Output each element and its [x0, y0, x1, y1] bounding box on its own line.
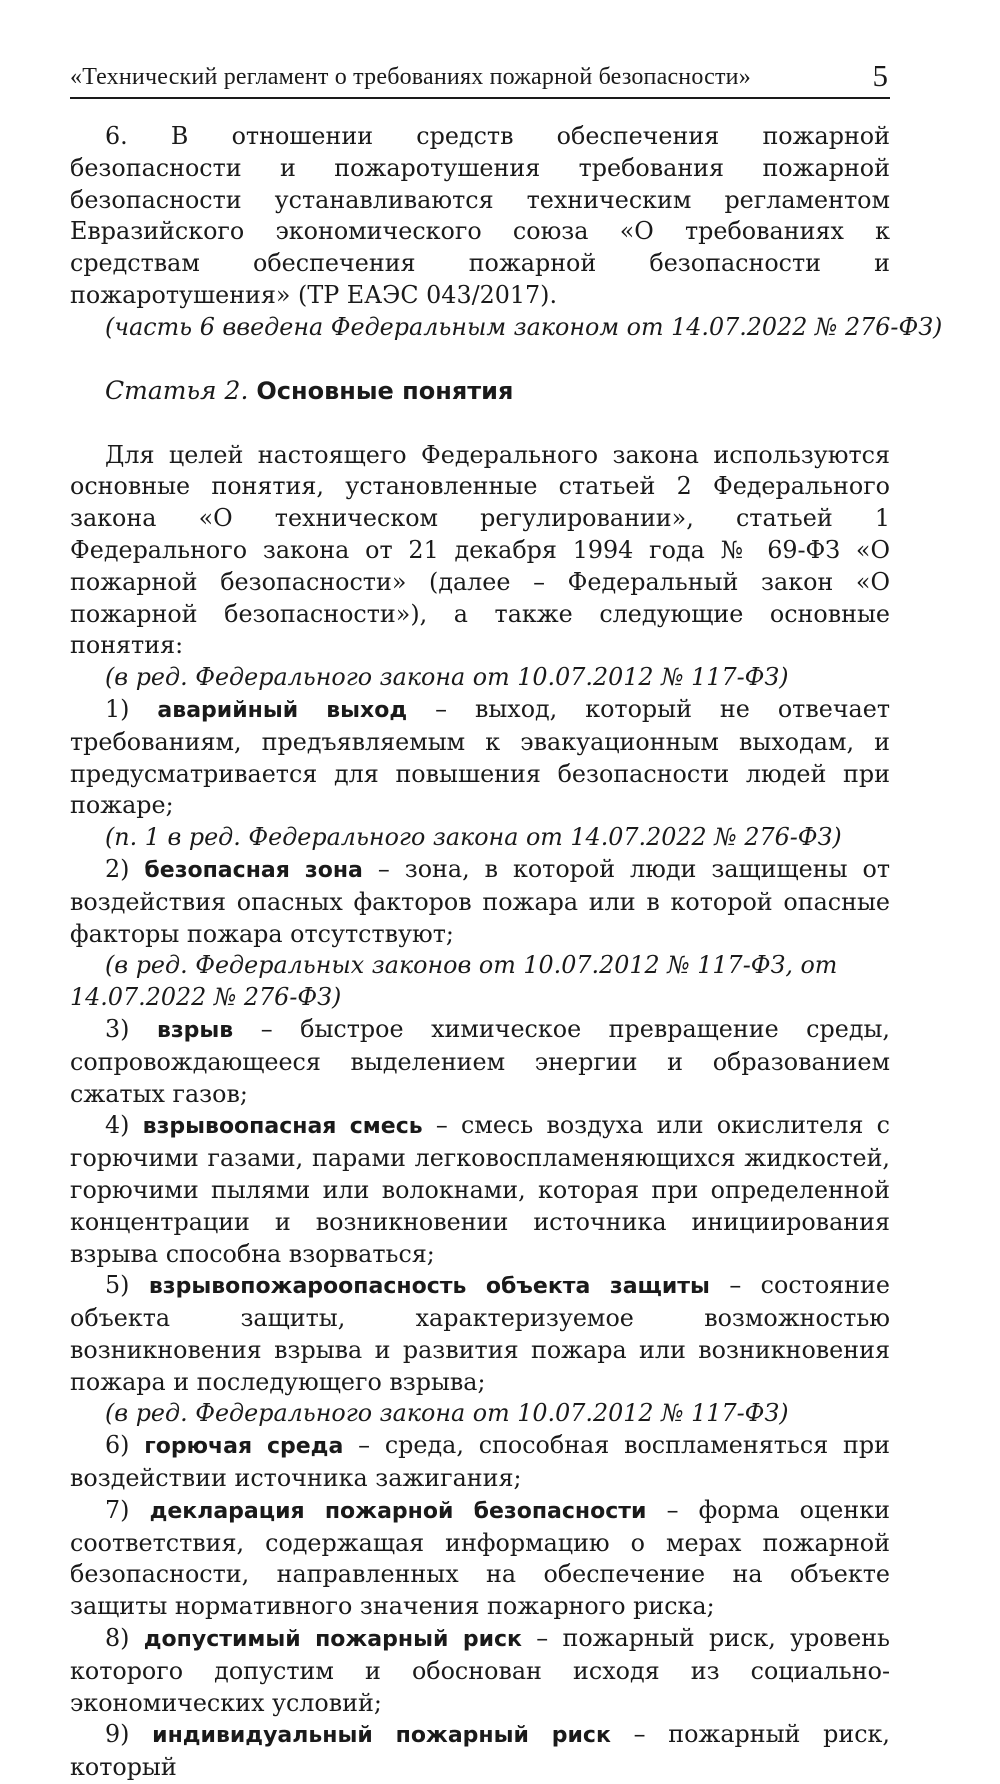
definition-text: – форма оценки соответствия, содержащая информацию о мерах пожарной безопасности, направленных на обеспечение на объекте защиты нормативного значения пожарного риска;: [70, 1495, 890, 1621]
definition-item: [70, 854, 890, 950]
definition-text: – смесь воздуха или окислителя с горючими газами, парами легковоспламеняющихся жидкостей, горючими пылями или волокнами, которая при определенной концентрации и возникновении источника инициирования взрыва способна взорваться;: [70, 1111, 890, 1268]
definition-text: – среда, способная воспламеняться при воздействии источника зажигания;: [70, 1431, 890, 1493]
amendment-note: (в ред. Федерального закона от 10.07.2012 № 117-ФЗ): [105, 663, 789, 692]
amendment-note: (п. 1 в ред. Федерального закона от 14.07.2022 № 276-ФЗ): [105, 823, 842, 852]
article-label: Статья 2.: [105, 375, 249, 405]
definition-number: 7): [105, 1495, 130, 1524]
definition-text: – выход, который не отвечает требованиям, предъявляемым к эвакуационным выходам, и предусматривается для повышения безопасности людей при пожаре;: [70, 694, 890, 820]
definition-number: 8): [105, 1624, 130, 1653]
definition-text: – состояние объекта защиты, характеризуемое возможностью возникновения взрыва и развития пожара или возникновения пожара и последующего взрыва;: [70, 1271, 890, 1396]
definition-number: 1): [105, 694, 130, 723]
definition-item: [70, 694, 890, 822]
amendment-note: (часть 6 введена Федеральным законом от 14.07.2022 № 276-ФЗ): [105, 312, 943, 341]
part-6-paragraph: 6. В отношении средств обеспечения пожарной безопасности и пожаротушения требования пожарной безопасности устанавливаются техническим регламентом Евразийского экономического союза «О требованиях к средствам обеспечения пожарной безопасности и пожаротушения» (ТР ЕАЭС 043/2017).: [70, 122, 890, 309]
article-heading: [105, 374, 890, 408]
definition-text: – зона, в которой люди защищены от воздействия опасных факторов пожара или в которой опасные факторы пожара отсутствуют;: [70, 854, 890, 948]
definition-term: допустимый пожарный риск: [143, 1627, 522, 1653]
definition-number: 3): [105, 1014, 130, 1043]
definition-item: [70, 1110, 890, 1270]
definition-item: [70, 1270, 890, 1398]
definition-term: взрыв: [156, 1017, 234, 1043]
definition-text: – пожарный риск, уровень которого допустим и обоснован исходя из социально-экономических условий;: [70, 1624, 890, 1717]
definition-item: [70, 1014, 890, 1110]
definition-number: 6): [105, 1431, 130, 1460]
definition-item: [70, 1719, 890, 1784]
definition-number: 9): [105, 1720, 130, 1749]
definition-item: [70, 1495, 890, 1623]
definition-item: [70, 1430, 890, 1495]
document-page: [70, 58, 943, 1784]
definition-term: взрывопожароопасность объекта защиты: [148, 1274, 710, 1300]
amendment-note: (в ред. Федеральных законов от 10.07.2012 № 117-ФЗ, от 14.07.2022 № 276-ФЗ): [70, 951, 838, 1012]
page-number: 5: [872, 58, 888, 93]
definition-number: 2): [105, 854, 130, 883]
definition-number: 4): [105, 1111, 130, 1140]
running-title: «Технический регламент о требованиях пожарной безопасности»: [70, 64, 751, 90]
definition-term: аварийный выход: [157, 697, 408, 723]
running-header: [70, 60, 890, 99]
definition-text: – быстрое химическое превращение среды, сопровождающееся выделением энергии и образованием сжатых газов;: [70, 1014, 890, 1108]
definition-term: декларация пожарной безопасности: [149, 1498, 647, 1524]
amendment-note: (в ред. Федерального закона от 10.07.2012 № 117-ФЗ): [105, 1399, 789, 1428]
definition-text: – пожарный риск, который: [70, 1720, 890, 1782]
definition-term: горючая среда: [144, 1434, 344, 1460]
definition-number: 5): [105, 1271, 130, 1300]
article-intro-paragraph: Для целей настоящего Федерального закона используются основные понятия, установленные статьей 2 Федерального закона «О техническом регулировании», статьей 1 Федерального закона от 21 декабря 1994 года № 69-ФЗ «О пожарной безопасности» (далее – Федеральный закон «О пожарной безопасности»), а также следующие основные понятия:: [70, 440, 890, 660]
definition-term: безопасная зона: [144, 857, 363, 883]
definition-term: индивидуальный пожарный риск: [152, 1723, 611, 1749]
article-title: Основные понятия: [256, 376, 514, 405]
definition-term: взрывоопасная смесь: [142, 1114, 423, 1140]
definition-item: [70, 1623, 890, 1719]
